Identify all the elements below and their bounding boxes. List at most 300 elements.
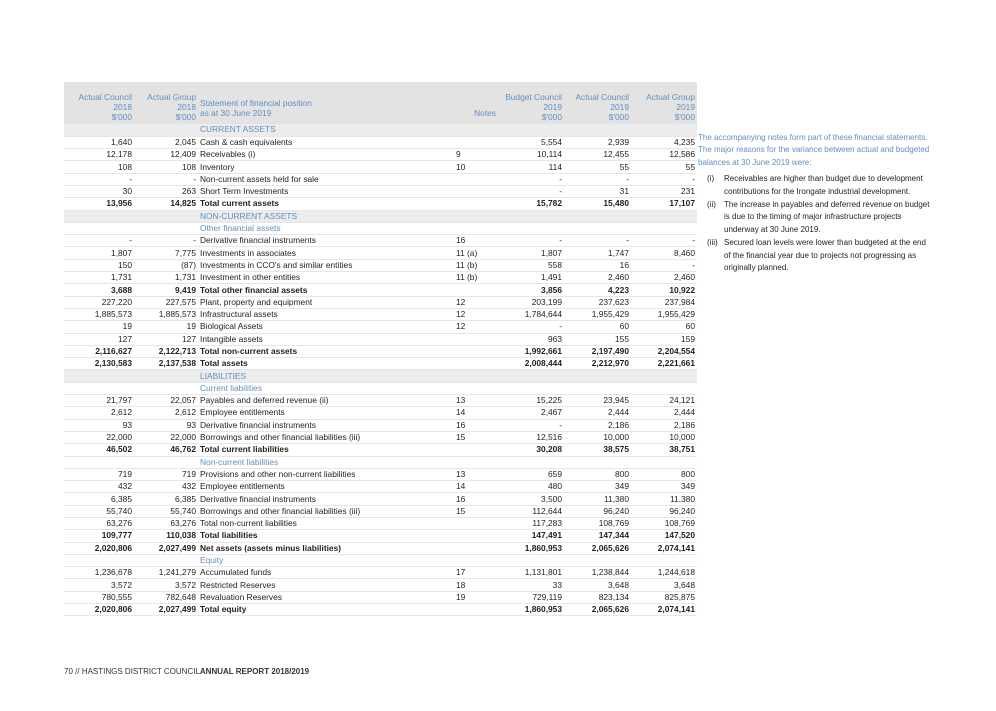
value-ag19: 12,586 (631, 149, 697, 161)
header-budget-council-2019: Budget Council 2019 $'000 (498, 82, 564, 124)
page-footer (64, 667, 309, 676)
value-ag18: - (134, 235, 198, 247)
empty-cell (448, 382, 498, 394)
table-row (64, 272, 697, 284)
table-row (64, 321, 697, 333)
total-row (64, 444, 697, 456)
variance-intro-text: The major reasons for the variance between actual and budgeted balances at 30 June 2019 were: (698, 145, 930, 167)
financial-position-table (64, 82, 697, 616)
value-ag19: 108,769 (631, 518, 697, 530)
notes-ref: 10 (448, 161, 498, 173)
value-ag19: 10,000 (631, 431, 697, 443)
section-header-row (64, 222, 697, 234)
empty-cell (498, 124, 564, 136)
notes-ref: 11 (b) (448, 259, 498, 271)
line-item-label: Employee entitlements (198, 407, 448, 419)
notes-ref: 16 (448, 419, 498, 431)
value-bc19: 1,784,644 (498, 308, 564, 320)
table-row (64, 185, 697, 197)
notes-ref: 14 (448, 407, 498, 419)
line-item-label: Investments in associates (198, 247, 448, 259)
section-header-row (64, 456, 697, 468)
notes-ref: 16 (448, 235, 498, 247)
value-ag19: 825,875 (631, 591, 697, 603)
value-ag18: 22,057 (134, 395, 198, 407)
notes-ref (448, 185, 498, 197)
value-ag19: 800 (631, 468, 697, 480)
value-bc19: 30,208 (498, 444, 564, 456)
value-bc19: 2,467 (498, 407, 564, 419)
section-label: Non-current liabilities (198, 456, 448, 468)
empty-cell (64, 554, 134, 566)
value-ac18: 1,885,573 (64, 308, 134, 320)
table-row (64, 308, 697, 320)
empty-cell (448, 210, 498, 222)
value-ag18: 1,885,573 (134, 308, 198, 320)
value-bc19: 203,199 (498, 296, 564, 308)
value-ac18: 2,020,806 (64, 542, 134, 554)
header-actual-group-2018: Actual Group 2018 $'000 (134, 82, 198, 124)
value-ac19: 349 (564, 481, 631, 493)
value-ag19: 2,204,554 (631, 345, 697, 357)
value-ac19: 823,134 (564, 591, 631, 603)
value-ag18: 2,612 (134, 407, 198, 419)
value-ag18: 55,740 (134, 505, 198, 517)
table-row (64, 333, 697, 345)
value-ag18: 3,572 (134, 579, 198, 591)
value-ac19: 2,444 (564, 407, 631, 419)
line-item-label: Intangible assets (198, 333, 448, 345)
value-ac18: 1,640 (64, 136, 134, 148)
line-item-label: Total equity (198, 604, 448, 616)
empty-cell (134, 222, 198, 234)
empty-cell (564, 554, 631, 566)
variance-reason-item (698, 199, 930, 236)
footer-org-name: HASTINGS DISTRICT COUNCIL (81, 667, 200, 676)
table-row (64, 407, 697, 419)
line-item-label: Provisions and other non-current liabilities (198, 468, 448, 480)
notes-ref (448, 542, 498, 554)
value-ac19: 38,575 (564, 444, 631, 456)
empty-cell (564, 456, 631, 468)
empty-cell (498, 456, 564, 468)
value-ac19: 1,238,844 (564, 567, 631, 579)
notes-ref: 14 (448, 481, 498, 493)
value-bc19: 15,782 (498, 198, 564, 210)
value-bc19: 659 (498, 468, 564, 480)
notes-ref (448, 604, 498, 616)
value-ag19: 2,444 (631, 407, 697, 419)
value-ag18: 19 (134, 321, 198, 333)
value-ac19: 2,460 (564, 272, 631, 284)
table-row (64, 395, 697, 407)
notes-ref (448, 358, 498, 370)
value-ac19: 2,186 (564, 419, 631, 431)
value-ac18: 12,178 (64, 149, 134, 161)
line-item-label: Revaluation Reserves (198, 591, 448, 603)
value-ac18: 2,612 (64, 407, 134, 419)
variance-notes (698, 132, 930, 275)
value-ag19: 24,121 (631, 395, 697, 407)
footer-report-title: ANNUAL REPORT 2018/2019 (199, 667, 310, 676)
value-bc19: 114 (498, 161, 564, 173)
variance-reason-item (698, 173, 930, 198)
line-item-label: Borrowings and other financial liabilities (iii) (198, 505, 448, 517)
value-ag19: 8,460 (631, 247, 697, 259)
value-ac18: 1,236,678 (64, 567, 134, 579)
value-bc19: 1,491 (498, 272, 564, 284)
empty-cell (631, 554, 697, 566)
reason-marker: (iii) (707, 238, 718, 248)
value-ag18: 1,731 (134, 272, 198, 284)
value-ac19: 60 (564, 321, 631, 333)
header-notes: Notes (448, 82, 498, 124)
total-row (64, 604, 697, 616)
notes-ref (448, 333, 498, 345)
value-ac19: 11,380 (564, 493, 631, 505)
value-ac18: 46,502 (64, 444, 134, 456)
line-item-label: Biological Assets (198, 321, 448, 333)
value-ac19: 2,197,490 (564, 345, 631, 357)
value-ac18: 2,130,583 (64, 358, 134, 370)
section-label: NON-CURRENT ASSETS (198, 210, 448, 222)
value-ac18: 227,220 (64, 296, 134, 308)
value-ac18: - (64, 235, 134, 247)
section-header-row (64, 210, 697, 222)
value-ag19: - (631, 259, 697, 271)
value-bc19: 5,554 (498, 136, 564, 148)
value-ac19: 12,455 (564, 149, 631, 161)
reason-text: Receivables are higher than budget due to development contributions for the Irongate industrial development. (724, 174, 923, 196)
value-ag19: 17,107 (631, 198, 697, 210)
value-ag18: 1,241,279 (134, 567, 198, 579)
value-ac18: - (64, 173, 134, 185)
value-ag18: (87) (134, 259, 198, 271)
value-bc19: 1,860,953 (498, 604, 564, 616)
value-ac19: 2,939 (564, 136, 631, 148)
value-ag19: 237,984 (631, 296, 697, 308)
value-ac19: 4,223 (564, 284, 631, 296)
section-header-row (64, 370, 697, 382)
header-statement-title: Statement of financial position as at 30 June 2019 (198, 82, 448, 124)
value-ac18: 127 (64, 333, 134, 345)
value-ag19: 2,074,141 (631, 542, 697, 554)
line-item-label: Total current assets (198, 198, 448, 210)
table-row (64, 161, 697, 173)
line-item-label: Net assets (assets minus liabilities) (198, 542, 448, 554)
value-ac19: 1,747 (564, 247, 631, 259)
notes-ref: 18 (448, 579, 498, 591)
value-ac19: - (564, 173, 631, 185)
line-item-label: Restricted Reserves (198, 579, 448, 591)
line-item-label: Total liabilities (198, 530, 448, 542)
value-bc19: 15,225 (498, 395, 564, 407)
value-bc19: - (498, 235, 564, 247)
value-bc19: - (498, 173, 564, 185)
value-bc19: - (498, 185, 564, 197)
empty-cell (631, 456, 697, 468)
notes-ref (448, 518, 498, 530)
table-row (64, 136, 697, 148)
value-ac19: 237,623 (564, 296, 631, 308)
notes-ref (448, 284, 498, 296)
table-row (64, 419, 697, 431)
value-ac19: 2,212,970 (564, 358, 631, 370)
section-label: Current liabilities (198, 382, 448, 394)
notes-ref: 13 (448, 468, 498, 480)
value-ac19: 23,945 (564, 395, 631, 407)
value-ag19: 231 (631, 185, 697, 197)
notes-ref: 16 (448, 493, 498, 505)
empty-cell (631, 370, 697, 382)
table-row (64, 591, 697, 603)
notes-ref: 15 (448, 431, 498, 443)
value-ag19: 96,240 (631, 505, 697, 517)
value-ag19: 4,235 (631, 136, 697, 148)
line-item-label: Payables and deferred revenue (ii) (198, 395, 448, 407)
value-bc19: 147,491 (498, 530, 564, 542)
line-item-label: Plant, property and equipment (198, 296, 448, 308)
value-ag19: 1,244,618 (631, 567, 697, 579)
value-ag18: 227,575 (134, 296, 198, 308)
reason-marker: (ii) (707, 200, 716, 210)
empty-cell (564, 382, 631, 394)
line-item-label: Borrowings and other financial liabilities (iii) (198, 431, 448, 443)
value-ac18: 6,385 (64, 493, 134, 505)
notes-ref: 17 (448, 567, 498, 579)
header-actual-group-2019: Actual Group 2019 $'000 (631, 82, 697, 124)
value-bc19: 33 (498, 579, 564, 591)
empty-cell (498, 222, 564, 234)
section-label: CURRENT ASSETS (198, 124, 448, 136)
value-bc19: 117,283 (498, 518, 564, 530)
value-bc19: - (498, 321, 564, 333)
value-ag18: 12,409 (134, 149, 198, 161)
value-ac18: 109,777 (64, 530, 134, 542)
value-ac18: 150 (64, 259, 134, 271)
line-item-label: Short Term Investments (198, 185, 448, 197)
notes-ref (448, 136, 498, 148)
accompanying-notes-text: The accompanying notes form part of these financial statements. (698, 133, 928, 142)
reason-text: Secured loan levels were lower than budgeted at the end of the financial year due to projects not progressing as originally planned. (724, 238, 926, 273)
value-ac18: 2,020,806 (64, 604, 134, 616)
table-row (64, 567, 697, 579)
value-ac19: 147,344 (564, 530, 631, 542)
line-item-label: Non-current assets held for sale (198, 173, 448, 185)
value-ag19: - (631, 235, 697, 247)
value-ac18: 2,116,627 (64, 345, 134, 357)
section-label: Equity (198, 554, 448, 566)
empty-cell (64, 210, 134, 222)
value-bc19: 1,992,661 (498, 345, 564, 357)
line-item-label: Derivative financial instruments (198, 493, 448, 505)
value-ac19: 800 (564, 468, 631, 480)
value-ac18: 30 (64, 185, 134, 197)
notes-ref (448, 530, 498, 542)
value-ac18: 1,731 (64, 272, 134, 284)
notes-ref: 15 (448, 505, 498, 517)
value-ac19: 155 (564, 333, 631, 345)
empty-cell (498, 210, 564, 222)
value-ag18: 22,000 (134, 431, 198, 443)
empty-cell (134, 210, 198, 222)
line-item-label: Employee entitlements (198, 481, 448, 493)
line-item-label: Derivative financial instruments (198, 419, 448, 431)
table-row (64, 481, 697, 493)
variance-reasons-list (698, 173, 930, 274)
header-actual-council-2019: Actual Council 2019 $'000 (564, 82, 631, 124)
value-ag19: 159 (631, 333, 697, 345)
value-ag19: 1,955,429 (631, 308, 697, 320)
total-row (64, 284, 697, 296)
table-row (64, 173, 697, 185)
empty-cell (134, 370, 198, 382)
notes-ref: 11 (a) (448, 247, 498, 259)
value-ac18: 1,807 (64, 247, 134, 259)
value-ag19: 38,751 (631, 444, 697, 456)
table-row (64, 259, 697, 271)
value-bc19: - (498, 419, 564, 431)
empty-cell (64, 370, 134, 382)
value-ag19: 349 (631, 481, 697, 493)
notes-ref: 12 (448, 308, 498, 320)
total-row (64, 198, 697, 210)
empty-cell (64, 382, 134, 394)
header-actual-council-2018: Actual Council 2018 $'000 (64, 82, 134, 124)
value-bc19: 729,119 (498, 591, 564, 603)
value-ag18: 782,648 (134, 591, 198, 603)
value-ac19: 31 (564, 185, 631, 197)
empty-cell (134, 124, 198, 136)
section-header-row (64, 382, 697, 394)
total-row (64, 542, 697, 554)
line-item-label: Infrastructural assets (198, 308, 448, 320)
empty-cell (64, 124, 134, 136)
value-ag19: - (631, 173, 697, 185)
table-row (64, 235, 697, 247)
notes-ref: 19 (448, 591, 498, 603)
empty-cell (448, 370, 498, 382)
value-ag18: 719 (134, 468, 198, 480)
notes-ref (448, 444, 498, 456)
value-ag18: 263 (134, 185, 198, 197)
value-ag18: 2,137,538 (134, 358, 198, 370)
line-item-label: Investment in other entities (198, 272, 448, 284)
value-ag18: 2,045 (134, 136, 198, 148)
line-item-label: Total assets (198, 358, 448, 370)
value-ac18: 93 (64, 419, 134, 431)
value-ag18: 2,027,499 (134, 542, 198, 554)
notes-ref: 12 (448, 321, 498, 333)
value-ag19: 2,074,141 (631, 604, 697, 616)
value-ac18: 13,956 (64, 198, 134, 210)
value-ag18: - (134, 173, 198, 185)
value-bc19: 480 (498, 481, 564, 493)
empty-cell (448, 456, 498, 468)
value-ag19: 2,186 (631, 419, 697, 431)
value-ag18: 9,419 (134, 284, 198, 296)
value-ag18: 63,276 (134, 518, 198, 530)
total-row (64, 345, 697, 357)
table-row (64, 149, 697, 161)
value-ag19: 2,221,661 (631, 358, 697, 370)
value-bc19: 112,644 (498, 505, 564, 517)
value-ac18: 3,572 (64, 579, 134, 591)
line-item-label: Receivables (i) (198, 149, 448, 161)
notes-ref (448, 345, 498, 357)
value-ag19: 55 (631, 161, 697, 173)
value-ag18: 108 (134, 161, 198, 173)
section-label: Other financial assets (198, 222, 448, 234)
value-ac19: 1,955,429 (564, 308, 631, 320)
value-ac19: - (564, 235, 631, 247)
empty-cell (134, 554, 198, 566)
line-item-label: Cash & cash equivalents (198, 136, 448, 148)
empty-cell (64, 222, 134, 234)
empty-cell (498, 554, 564, 566)
value-bc19: 1,807 (498, 247, 564, 259)
line-item-label: Inventory (198, 161, 448, 173)
value-ag18: 14,825 (134, 198, 198, 210)
total-row (64, 530, 697, 542)
value-ac18: 108 (64, 161, 134, 173)
value-ac19: 108,769 (564, 518, 631, 530)
value-ag19: 10,922 (631, 284, 697, 296)
value-ag18: 93 (134, 419, 198, 431)
empty-cell (448, 222, 498, 234)
table-row (64, 505, 697, 517)
value-ag19: 3,648 (631, 579, 697, 591)
value-ag18: 6,385 (134, 493, 198, 505)
value-ac19: 10,000 (564, 431, 631, 443)
value-bc19: 3,500 (498, 493, 564, 505)
empty-cell (134, 456, 198, 468)
value-bc19: 10,114 (498, 149, 564, 161)
table-row (64, 518, 697, 530)
notes-ref (448, 198, 498, 210)
empty-cell (564, 222, 631, 234)
value-ag18: 110,038 (134, 530, 198, 542)
value-ac19: 15,480 (564, 198, 631, 210)
empty-cell (564, 124, 631, 136)
empty-cell (134, 382, 198, 394)
table-row (64, 493, 697, 505)
value-ac19: 3,648 (564, 579, 631, 591)
table-row (64, 468, 697, 480)
empty-cell (448, 124, 498, 136)
empty-cell (631, 222, 697, 234)
table-row (64, 579, 697, 591)
line-item-label: Total non-current liabilities (198, 518, 448, 530)
value-ac19: 16 (564, 259, 631, 271)
table-body (64, 124, 697, 616)
value-ag18: 7,775 (134, 247, 198, 259)
line-item-label: Total current liabilities (198, 444, 448, 456)
notes-ref: 12 (448, 296, 498, 308)
value-bc19: 963 (498, 333, 564, 345)
empty-cell (631, 210, 697, 222)
value-ac19: 96,240 (564, 505, 631, 517)
value-ag18: 2,122,713 (134, 345, 198, 357)
notes-ref: 13 (448, 395, 498, 407)
empty-cell (64, 456, 134, 468)
section-label: LIABILITIES (198, 370, 448, 382)
value-bc19: 1,131,801 (498, 567, 564, 579)
value-bc19: 2,008,444 (498, 358, 564, 370)
notes-ref: 9 (448, 149, 498, 161)
empty-cell (448, 554, 498, 566)
empty-cell (631, 124, 697, 136)
